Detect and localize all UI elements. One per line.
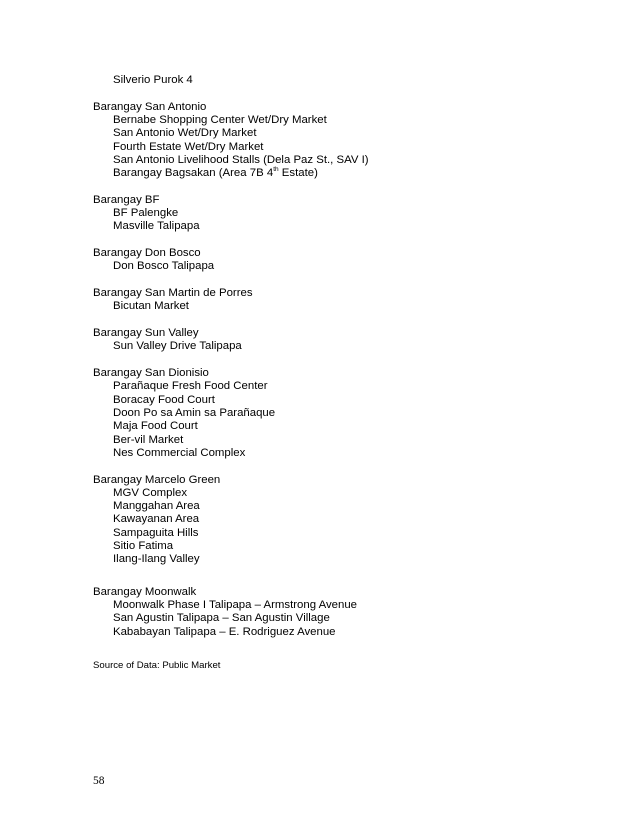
list-item: Bernabe Shopping Center Wet/Dry Market bbox=[113, 113, 327, 126]
list-item: MGV Complex bbox=[113, 486, 188, 499]
list-item: Ilang-Ilang Valley bbox=[113, 553, 200, 566]
list-item: Sampaguita Hills bbox=[113, 526, 199, 539]
list-item: Kawayanan Area bbox=[113, 513, 200, 526]
barangay-heading: Barangay Marcelo Green bbox=[93, 473, 221, 486]
list-item: Bicutan Market bbox=[113, 300, 189, 313]
list-item: San Antonio Wet/Dry Market bbox=[113, 127, 257, 140]
barangay-group-san-dionisio bbox=[93, 367, 613, 460]
list-item: San Antonio Livelihood Stalls (Dela Paz St., SAV I) bbox=[113, 153, 369, 166]
barangay-heading: Barangay Moonwalk bbox=[93, 585, 197, 598]
list-item: Boracay Food Court bbox=[113, 393, 215, 406]
list-item: Parañaque Fresh Food Center bbox=[113, 380, 268, 393]
list-item: Manggahan Area bbox=[113, 500, 200, 513]
list-item: BF Palengke bbox=[113, 207, 179, 220]
list-item: Nes Commercial Complex bbox=[113, 446, 246, 459]
barangay-heading: Barangay BF bbox=[93, 193, 160, 206]
list-item-text: Estate) bbox=[278, 167, 318, 180]
barangay-group-san-martin-de-porres bbox=[93, 287, 613, 314]
barangay-group-san-antonio bbox=[93, 101, 613, 181]
list-item: Don Bosco Talipapa bbox=[113, 260, 215, 273]
barangay-group-marcelo-green bbox=[93, 474, 613, 567]
list-item: Ber-vil Market bbox=[113, 433, 184, 446]
page-number: 58 bbox=[93, 775, 105, 787]
barangay-heading: Barangay San Antonio bbox=[93, 100, 207, 113]
barangay-heading: Barangay Don Bosco bbox=[93, 247, 201, 260]
list-item: Maja Food Court bbox=[113, 420, 198, 433]
list-item-text: Barangay Bagsakan (Area 7B 4 bbox=[113, 167, 274, 180]
barangay-group-moonwalk bbox=[93, 586, 613, 639]
barangay-group-bf bbox=[93, 194, 613, 234]
barangay-heading: Barangay San Martin de Porres bbox=[93, 287, 253, 300]
ordinal-suffix: th bbox=[273, 166, 279, 174]
barangay-group-sun-valley bbox=[93, 327, 613, 354]
barangay-heading: Barangay Sun Valley bbox=[93, 327, 199, 340]
list-item: Sun Valley Drive Talipapa bbox=[113, 340, 242, 353]
list-item: Sitio Fatima bbox=[113, 540, 174, 553]
list-item: San Agustin Talipapa – San Agustin Village bbox=[113, 612, 330, 625]
list-item: Masville Talipapa bbox=[113, 220, 200, 233]
list-item: Silverio Purok 4 bbox=[113, 74, 193, 86]
barangay-heading: Barangay San Dionisio bbox=[93, 367, 209, 380]
list-item: Fourth Estate Wet/Dry Market bbox=[113, 140, 264, 153]
list-item: Kababayan Talipapa – E. Rodriguez Avenue bbox=[113, 625, 336, 638]
market-list bbox=[93, 74, 613, 672]
data-source-note: Source of Data: Public Market bbox=[93, 659, 221, 671]
list-item: Doon Po sa Amin sa Parañaque bbox=[113, 406, 276, 419]
list-item: Moonwalk Phase I Talipapa – Armstrong Avenue bbox=[113, 598, 357, 611]
barangay-group-don-bosco bbox=[93, 247, 613, 274]
list-item bbox=[93, 167, 613, 180]
